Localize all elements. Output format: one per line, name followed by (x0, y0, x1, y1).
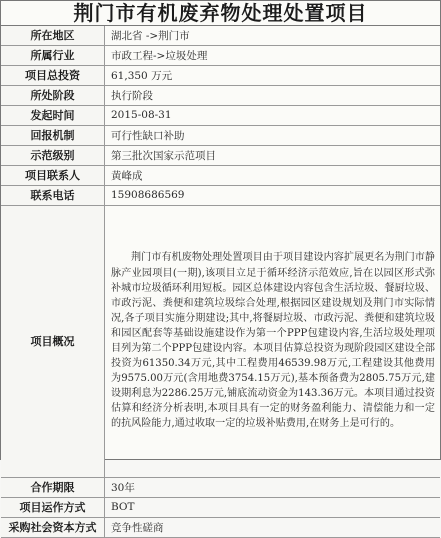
overview-cell (105, 205, 441, 477)
operation-mode-label: 项目运作方式 (1, 497, 105, 517)
stage-label: 所处阶段 (1, 85, 105, 105)
table-row (1, 477, 440, 497)
industry-value: 市政工程->垃圾处理 (105, 45, 441, 65)
table-row (1, 65, 440, 85)
region-value: 湖北省 ->荆门市 (105, 26, 441, 45)
cooperation-period-label: 合作期限 (1, 477, 105, 497)
table-row (1, 185, 440, 205)
start-date-value: 2015-08-31 (105, 105, 441, 125)
operation-mode-value: BOT (105, 497, 441, 517)
return-mechanism-value: 可行性缺口补助 (105, 125, 441, 145)
contact-phone-label: 联系电话 (1, 185, 105, 205)
return-mechanism-label: 回报机制 (1, 125, 105, 145)
table-row (1, 497, 440, 517)
overview-label: 项目概况 (1, 205, 105, 477)
start-date-label: 发起时间 (1, 105, 105, 125)
table-row (1, 105, 440, 125)
total-investment-label: 项目总投资 (1, 65, 105, 85)
total-investment-value: 61,350 万元 (105, 65, 441, 85)
table-row (1, 85, 440, 105)
industry-label: 所属行业 (1, 45, 105, 65)
overview-text: 荆门市有机废物处理处置项目由于项目建设内容扩展更名为荆门市静脉产业园项目(一期),该项目立足于循环经济示范效应,旨在以园区形式弥补城市垃圾循环利用短板。园区总体建设内容包含生活垃圾、餐厨垃圾、市政污泥、粪便和建筑垃圾综合处理,根据园区建设规划及荆门市实际情况,各子项目实施分期建设;其中,将餐厨垃圾、市政污泥、粪便和建筑垃圾和园区配套等基础设施建设作为第一个PPP包建设内容,生活垃圾处理项目列为第二个PPP包建设内容。本项目估算总投资为现阶段园区建设全部投资为61350.34万元,其中工程费用46539.98万元,工程建设其他费用为9575.00万元(含用地费3754.15万元),基本预备费为2805.75万元,建设期利息为2286.25万元,铺底流动资金为143.36万元。本项目通过投资估算和经济分析表明,本项目具有一定的财务盈利能力、清偿能力和一定的抗风险能力,通过收取一定的垃圾补贴费用,在财务上是可行的。 (111, 252, 435, 430)
table-row (1, 45, 440, 65)
stage-value: 执行阶段 (105, 85, 441, 105)
table-row (1, 517, 440, 537)
procurement-method-value: 竞争性磋商 (105, 517, 441, 537)
project-info-table (1, 26, 440, 538)
contact-person-label: 项目联系人 (1, 165, 105, 185)
table-row (1, 205, 440, 477)
contact-person-value: 黄峰成 (105, 165, 441, 185)
table-row (1, 145, 440, 165)
demonstration-level-value: 第三批次国家示范项目 (105, 145, 441, 165)
table-row (1, 125, 440, 145)
table-row (1, 26, 440, 45)
contact-phone-value: 15908686569 (105, 185, 441, 205)
demonstration-level-label: 示范级别 (1, 145, 105, 165)
page-title: 荆门市有机废弃物处理处置项目 (1, 1, 440, 26)
cooperation-period-value: 30年 (105, 477, 441, 497)
table-row (1, 165, 440, 185)
region-label: 所在地区 (1, 26, 105, 45)
procurement-method-label: 采购社会资本方式 (1, 517, 105, 537)
